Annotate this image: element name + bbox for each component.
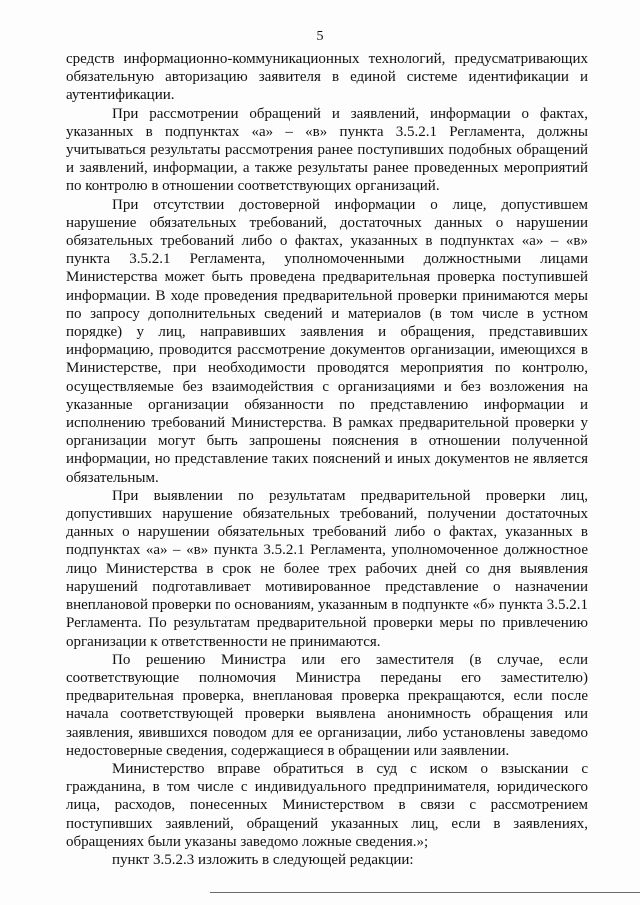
paragraph: средств информационно-коммуникационных технологий, предусматривающих обязательную авторизацию заявителя в единой системе идентификации и аутентификации. [66,51,588,104]
paragraph: пункт 3.5.2.3 изложить в следующей редакции: [112,851,414,868]
paragraph: При рассмотрении обращений и заявлений, информации о фактах, указанных в подпунктах «а» – «в» пункта 3.5.2.1 Регламента, должны учитываться результаты рассмотрения ранее поступивших подобных обращений и заявлений, информации, а также результаты ранее проведенных мероприятий по контролю в отношении соответствующих организаций. [66,105,588,195]
page-bottom-divider [210,892,640,893]
paragraph: Министерство вправе обратиться в суд с иском о взыскании с гражданина, в том числе с индивидуального предпринимателя, юридического лица, расходов, понесенных Министерством в связи с рассмотрением поступивших заявлений, обращений указанных лиц, если в заявлениях, обращениях были указаны заведомо ложные сведения.»; [66,760,588,850]
paragraph: При выявлении по результатам предварительной проверки лиц, допустивших нарушение обязательных требований, получении достаточных данных о нарушении обязательных требований либо о фактах, указанных в подпунктах «а» – «в» пункта 3.5.2.1 Регламента, уполномоченное должностное лицо Министерства в срок не более трех рабочих дней со дня выявления нарушений подготавливает мотивированное представление о назначении внеплановой проверки по основаниям, указанным в подпункте «б» пункта 3.5.2.1 Регламента. По результатам предварительной проверки меры по привлечению организации к ответственности не принимаются. [66,487,588,650]
document-body [66,50,588,869]
paragraph: По решению Министра или его заместителя (в случае, если соответствующие полномочия Министра переданы его заместителю) предварительная проверка, внеплановая проверка прекращаются, если после начала соответствующей проверки выявлена анонимность обращения или заявления, явившихся поводом для ее организации, либо установлены заведомо недостоверные сведения, содержащиеся в обращении или заявлении. [66,651,588,759]
page-number: 5 [316,29,324,44]
paragraph: При отсутствии достоверной информации о лице, допустившем нарушение обязательных требований, достаточных данных о нарушении обязательных требований либо о фактах, указанных в подпунктах «а» – «в» пункта 3.5.2.1 Регламента, уполномоченными должностными лицами Министерства может быть проведена предварительная проверка поступившей информации. В ходе проведения предварительной проверки принимаются меры по запросу дополнительных сведений и материалов (в том числе в устном порядке) у лиц, направивших заявления и обращения, представивших информацию, проводится рассмотрение документов организации, имеющихся в Министерстве, при необходимости проводятся мероприятия по контролю, осуществляемые без взаимодействия с организациями и без возложения на указанные организации обязанности по представлению информации и исполнению требований Министерства. В рамках предварительной проверки у организации могут быть запрошены пояснения в отношении полученной информации, но представление таких пояснений и иных документов не является обязательным. [66,196,588,486]
